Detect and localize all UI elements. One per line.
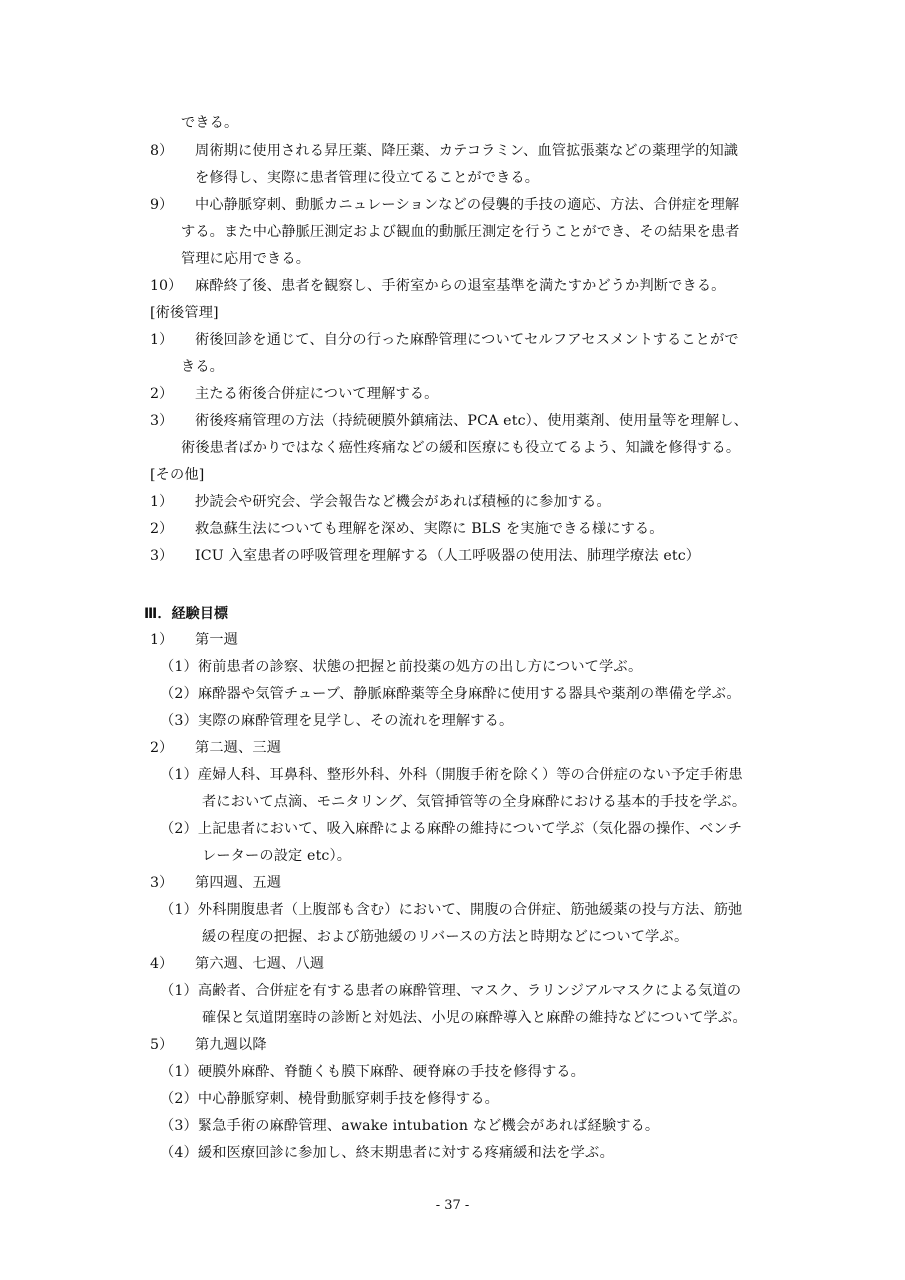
item-number: 10） — [150, 278, 183, 294]
text-line: 救急蘇生法についても理解を深め、実際に BLS を実施できる様にする。 — [195, 521, 664, 537]
text-line: 第九週以降 — [195, 1037, 267, 1053]
text-line: 第六週、七週、八週 — [195, 956, 325, 972]
text-line: 術後患者ばかりではなく癌性疼痛などの緩和医療にも役立てるよう、知識を修得する。 — [181, 440, 741, 456]
text-line: （2）中心静脈穿刺、橈骨動脈穿刺手技を修得する。 — [160, 1091, 499, 1107]
text-line: 主たる術後合併症について理解する。 — [195, 386, 439, 402]
text-line: 麻酔終了後、患者を観察し、手術室からの退室基準を満たすかどうか判断できる。 — [195, 278, 726, 294]
item-number: 2） — [150, 521, 174, 537]
item-number: 1） — [150, 632, 174, 648]
item-number: 5） — [150, 1037, 174, 1053]
text-line: （3）緊急手術の麻酔管理、awake intubation など機会があれば経験する。 — [160, 1118, 660, 1134]
text-line: レーターの設定 etc）。 — [202, 848, 352, 864]
item-number: 3） — [150, 875, 174, 891]
page-number: - 37 - — [435, 1198, 470, 1213]
item-number: 3） — [150, 413, 174, 429]
text-line: （3）実際の麻酔管理を見学し、その流れを理解する。 — [160, 713, 514, 729]
text-line: （1）術前患者の診察、状態の把握と前投薬の処方の出し方について学ぶ。 — [160, 659, 643, 675]
text-line: 中心静脈穿刺、動脈カニュレーションなどの侵襲的手技の適応、方法、合併症を理解 — [195, 197, 740, 213]
text-line: 管理に応用できる。 — [181, 251, 311, 267]
text-line: 術後疼痛管理の方法（持続硬膜外鎮痛法、PCA etc）、使用薬剤、使用量等を理解し、 — [195, 413, 748, 429]
text-line: 周術期に使用される昇圧薬、降圧薬、カテコラミン、血管拡張薬などの薬理学的知識 — [195, 143, 739, 159]
text-line: 確保と気道閉塞時の診断と対処法、小児の麻酔導入と麻酔の維持などについて学ぶ。 — [202, 1010, 747, 1026]
text-line: （1）硬膜外麻酔、脊髄くも膜下麻酔、硬脊麻の手技を修得する。 — [160, 1064, 585, 1080]
text-line: 緩の程度の把握、および筋弛緩のリバースの方法と時期などについて学ぶ。 — [202, 929, 689, 945]
text-line: 者において点滴、モニタリング、気管挿管等の全身麻酔における基本的手技を学ぶ。 — [202, 794, 747, 810]
item-number: 1） — [150, 494, 174, 510]
item-number: 1） — [150, 332, 174, 348]
section-heading: Ⅲ．経験目標 — [144, 606, 229, 622]
text-line: （1）高齢者、合併症を有する患者の麻酔管理、マスク、ラリンジアルマスクによる気道の — [160, 983, 742, 999]
item-number: 3） — [150, 548, 174, 564]
item-number: 8） — [150, 143, 174, 159]
text-line: （2）麻酔器や気管チューブ、静脈麻酔薬等全身麻酔に使用する器具や薬剤の準備を学ぶ。 — [160, 686, 741, 702]
item-number: 2） — [150, 386, 174, 402]
text-line: 第二週、三週 — [195, 740, 282, 756]
text-line: 術後回診を通じて、自分の行った麻酔管理についてセルフアセスメントすることがで — [195, 332, 739, 348]
text-line: 第一週 — [195, 632, 239, 648]
text-line: する。また中心静脈圧測定および観血的動脈圧測定を行うことができ、その結果を患者 — [181, 224, 740, 240]
text-line: （4）緩和医療回診に参加し、終末期患者に対する疼痛緩和法を学ぶ。 — [160, 1145, 614, 1161]
text-line: を修得し、実際に患者管理に役立てることができる。 — [195, 170, 540, 186]
text-line: 抄読会や研究会、学会報告など機会があれば積極的に参加する。 — [195, 494, 611, 510]
text-line: （2）上記患者において、吸入麻酔による麻酔の維持について学ぶ（気化器の操作、ベンチ — [160, 821, 743, 837]
item-number: 2） — [150, 740, 174, 756]
text-line: （1）外科開腹患者（上腹部も含む）において、開腹の合併症、筋弛緩薬の投与方法、筋弛 — [160, 902, 743, 918]
text-line: 第四週、五週 — [195, 875, 282, 891]
item-number: 4） — [150, 956, 174, 972]
item-number: 9） — [150, 197, 174, 213]
text-line: ICU 入室患者の呼吸管理を理解する（人工呼吸器の使用法、肺理学療法 etc） — [195, 548, 701, 564]
text-line: （1）産婦人科、耳鼻科、整形外科、外科（開腹手術を除く）等の合併症のない予定手術患 — [160, 767, 743, 783]
text-line: きる。 — [181, 359, 225, 375]
section-label: [その他] — [150, 467, 205, 483]
text-line: できる。 — [181, 115, 239, 131]
section-label: [術後管理] — [150, 305, 219, 321]
